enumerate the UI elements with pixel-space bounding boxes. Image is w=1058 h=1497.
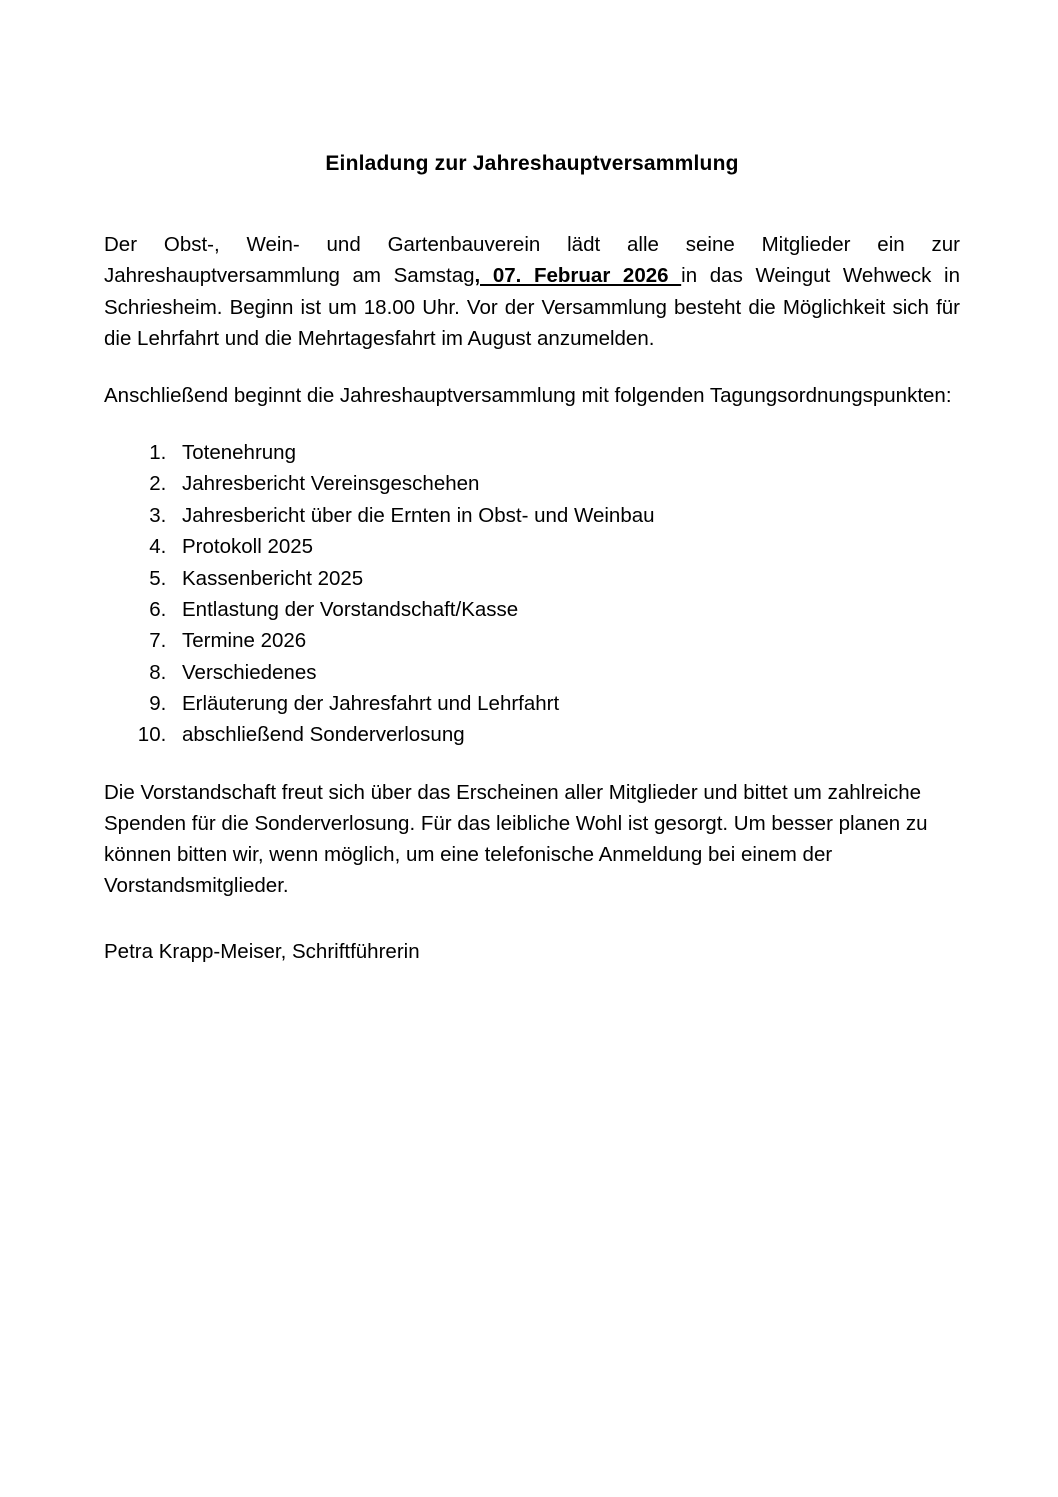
list-item: 10. abschließend Sonderverlosung	[172, 719, 960, 750]
intro-paragraph	[104, 229, 960, 354]
list-item: 4. Protokoll 2025	[172, 531, 960, 562]
list-item: 2. Jahresbericht Vereinsgeschehen	[172, 468, 960, 499]
intro-text-after-date: in das Weingut Wehweck in Schriesheim. Beginn ist um 18.00 Uhr. Vor der Versammlung besteht die Möglichkeit sich für die Lehrfahrt und die Mehrtagesfahrt im August anzumelden.	[104, 264, 960, 350]
spacer	[104, 927, 960, 937]
closing-paragraph: Die Vorstandschaft freut sich über das Erscheinen aller Mitglieder und bittet um zahlreiche Spenden für die Sonderverlosung. Für das leibliche Wohl ist gesorgt. Um besser planen zu können bitten wir, wenn möglich, um eine telefonische Anmeldung bei einem der Vorstandsmitglieder.	[104, 780, 928, 898]
list-item: 9. Erläuterung der Jahresfahrt und Lehrfahrt	[172, 688, 960, 719]
list-item: 1. Totenehrung	[172, 437, 960, 468]
list-item: 5. Kassenbericht 2025	[172, 563, 960, 594]
list-item: 3. Jahresbericht über die Ernten in Obst- und Weinbau	[172, 500, 960, 531]
agenda-list	[104, 437, 960, 751]
list-item: 6. Entlastung der Vorstandschaft/Kasse	[172, 594, 960, 625]
event-date-highlight: , 07. Februar 2026	[474, 264, 682, 288]
signature-line: Petra Krapp-Meiser, Schriftführerin	[104, 940, 420, 964]
page-title: Einladung zur Jahreshauptversammlung	[325, 152, 739, 175]
list-item: 8. Verschiedenes	[172, 657, 960, 688]
agenda-intro-paragraph: Anschließend beginnt die Jahreshauptversammlung mit folgenden Tagungsordnungspunkten:	[104, 383, 952, 407]
intro-text-before-date: Der Obst-, Wein- und Gartenbauverein lädt alle seine Mitglieder ein zur Jahreshauptversammlung am Samstag	[104, 233, 960, 288]
document-body	[104, 150, 960, 968]
list-item: 7. Termine 2026	[172, 625, 960, 656]
